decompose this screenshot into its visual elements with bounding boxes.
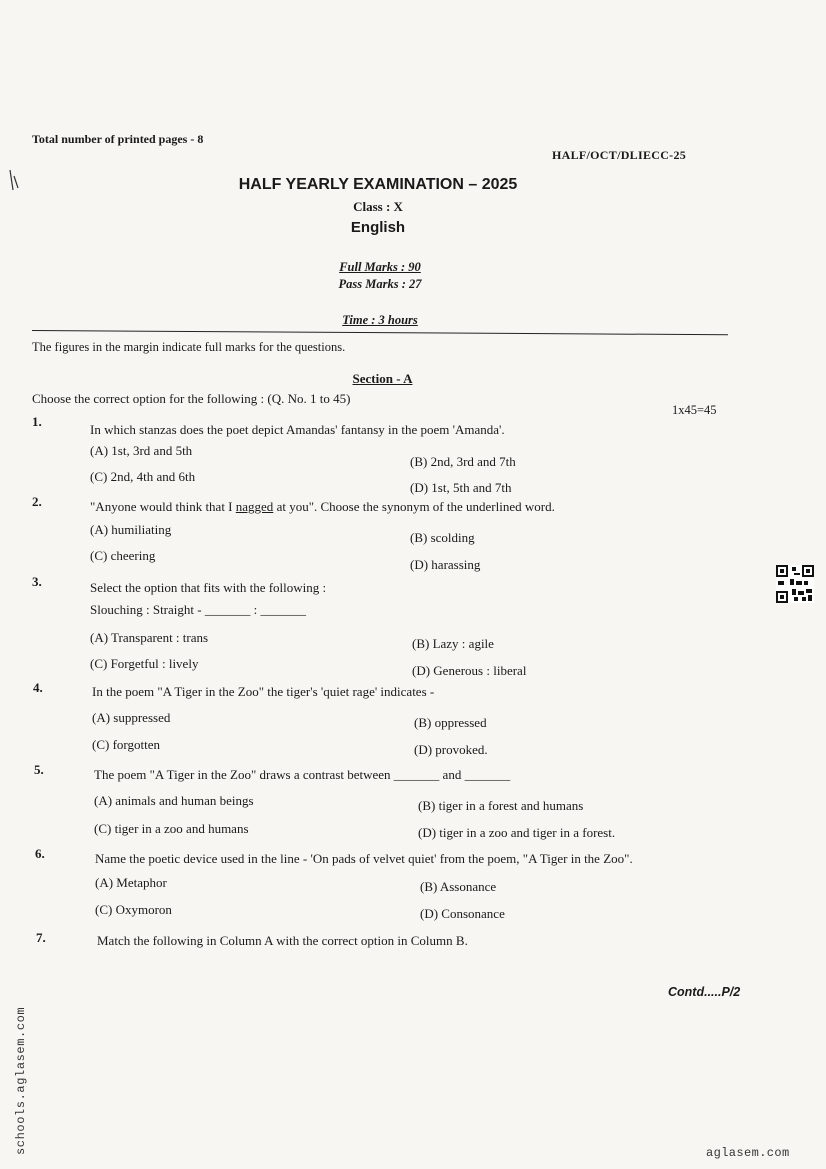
qr-code (776, 565, 814, 603)
footer-watermark: aglasem.com (706, 1146, 790, 1160)
option-a: (A) Transparent : trans (90, 630, 209, 645)
option-b: (B) Assonance (420, 879, 497, 894)
question-text: Match the following in Column A with the correct option in Column B. (97, 933, 468, 948)
subject: English (350, 219, 406, 236)
continued-note: Contd.....P/2 (668, 985, 741, 999)
option-b: (B) scolding (410, 530, 475, 545)
option-c: (C) forgotten (92, 737, 160, 752)
side-watermark: schools.aglasem.com (14, 1006, 28, 1155)
question-number: 4. (33, 680, 43, 695)
question-text: Select the option that fits with the following : (90, 580, 327, 595)
question-number: 1. (32, 414, 42, 429)
option-b: (B) Lazy : agile (412, 636, 494, 651)
option-d: (D) Consonance (420, 906, 505, 921)
full-marks: Full Marks : 90 (339, 260, 421, 274)
question-number: 7. (36, 930, 46, 945)
option-d: (D) tiger in a zoo and tiger in a forest. (418, 825, 616, 840)
question-number: 3. (32, 574, 42, 589)
analogy-prompt: Slouching : Straight - _______ : _______ (90, 602, 306, 617)
option-c: (C) tiger in a zoo and humans (94, 821, 249, 836)
section-marks: 1x45=45 (672, 403, 717, 417)
option-c: (C) cheering (90, 548, 156, 563)
option-a: (A) 1st, 3rd and 5th (90, 443, 193, 458)
option-a: (A) suppressed (92, 710, 171, 725)
option-b: (B) tiger in a forest and humans (418, 798, 584, 813)
option-a: (A) animals and human beings (94, 793, 254, 808)
section-title: Section - A (352, 371, 413, 386)
question-text: In the poem "A Tiger in the Zoo" the tiger's 'quiet rage' indicates - (92, 684, 435, 699)
class-label: Class : X (353, 199, 403, 214)
option-d: (D) Generous : liberal (412, 663, 527, 678)
exam-title: HALF YEARLY EXAMINATION – 2025 (238, 176, 518, 193)
margin-note: The figures in the margin indicate full marks for the questions. (32, 340, 346, 354)
option-b: (B) oppressed (414, 715, 487, 730)
printed-pages: Total number of printed pages - 8 (32, 132, 204, 146)
paper-code: HALF/OCT/DLIECC-25 (552, 148, 687, 162)
option-b: (B) 2nd, 3rd and 7th (410, 454, 516, 469)
question-text: The poem "A Tiger in the Zoo" draws a contrast between _______ and _______ (94, 767, 511, 782)
option-c: (C) 2nd, 4th and 6th (90, 469, 196, 484)
section-instruction: Choose the correct option for the following : (Q. No. 1 to 45) (32, 391, 351, 406)
option-a: (A) humiliating (90, 522, 172, 537)
question-number: 2. (32, 494, 42, 509)
pass-marks: Pass Marks : 27 (338, 277, 422, 291)
question-number: 5. (34, 762, 44, 777)
question-text: In which stanzas does the poet depict Amandas' fantansy in the poem 'Amanda'. (90, 422, 505, 437)
header-rule (32, 330, 728, 335)
option-a: (A) Metaphor (95, 875, 167, 890)
option-d: (D) provoked. (414, 742, 488, 757)
question-text: "Anyone would think that I nagged at you". Choose the synonym of the underlined word. (90, 499, 555, 514)
time-allowed: Time : 3 hours (342, 313, 418, 327)
option-d: (D) harassing (410, 557, 481, 572)
option-c: (C) Forgetful : lively (90, 656, 199, 671)
underlined-word: nagged (235, 499, 274, 514)
option-c: (C) Oxymoron (95, 902, 172, 917)
question-text: Name the poetic device used in the line - 'On pads of velvet quiet' from the poem, "A Tiger in the Zoo". (95, 851, 633, 866)
question-number: 6. (35, 846, 45, 861)
option-d: (D) 1st, 5th and 7th (410, 480, 512, 495)
